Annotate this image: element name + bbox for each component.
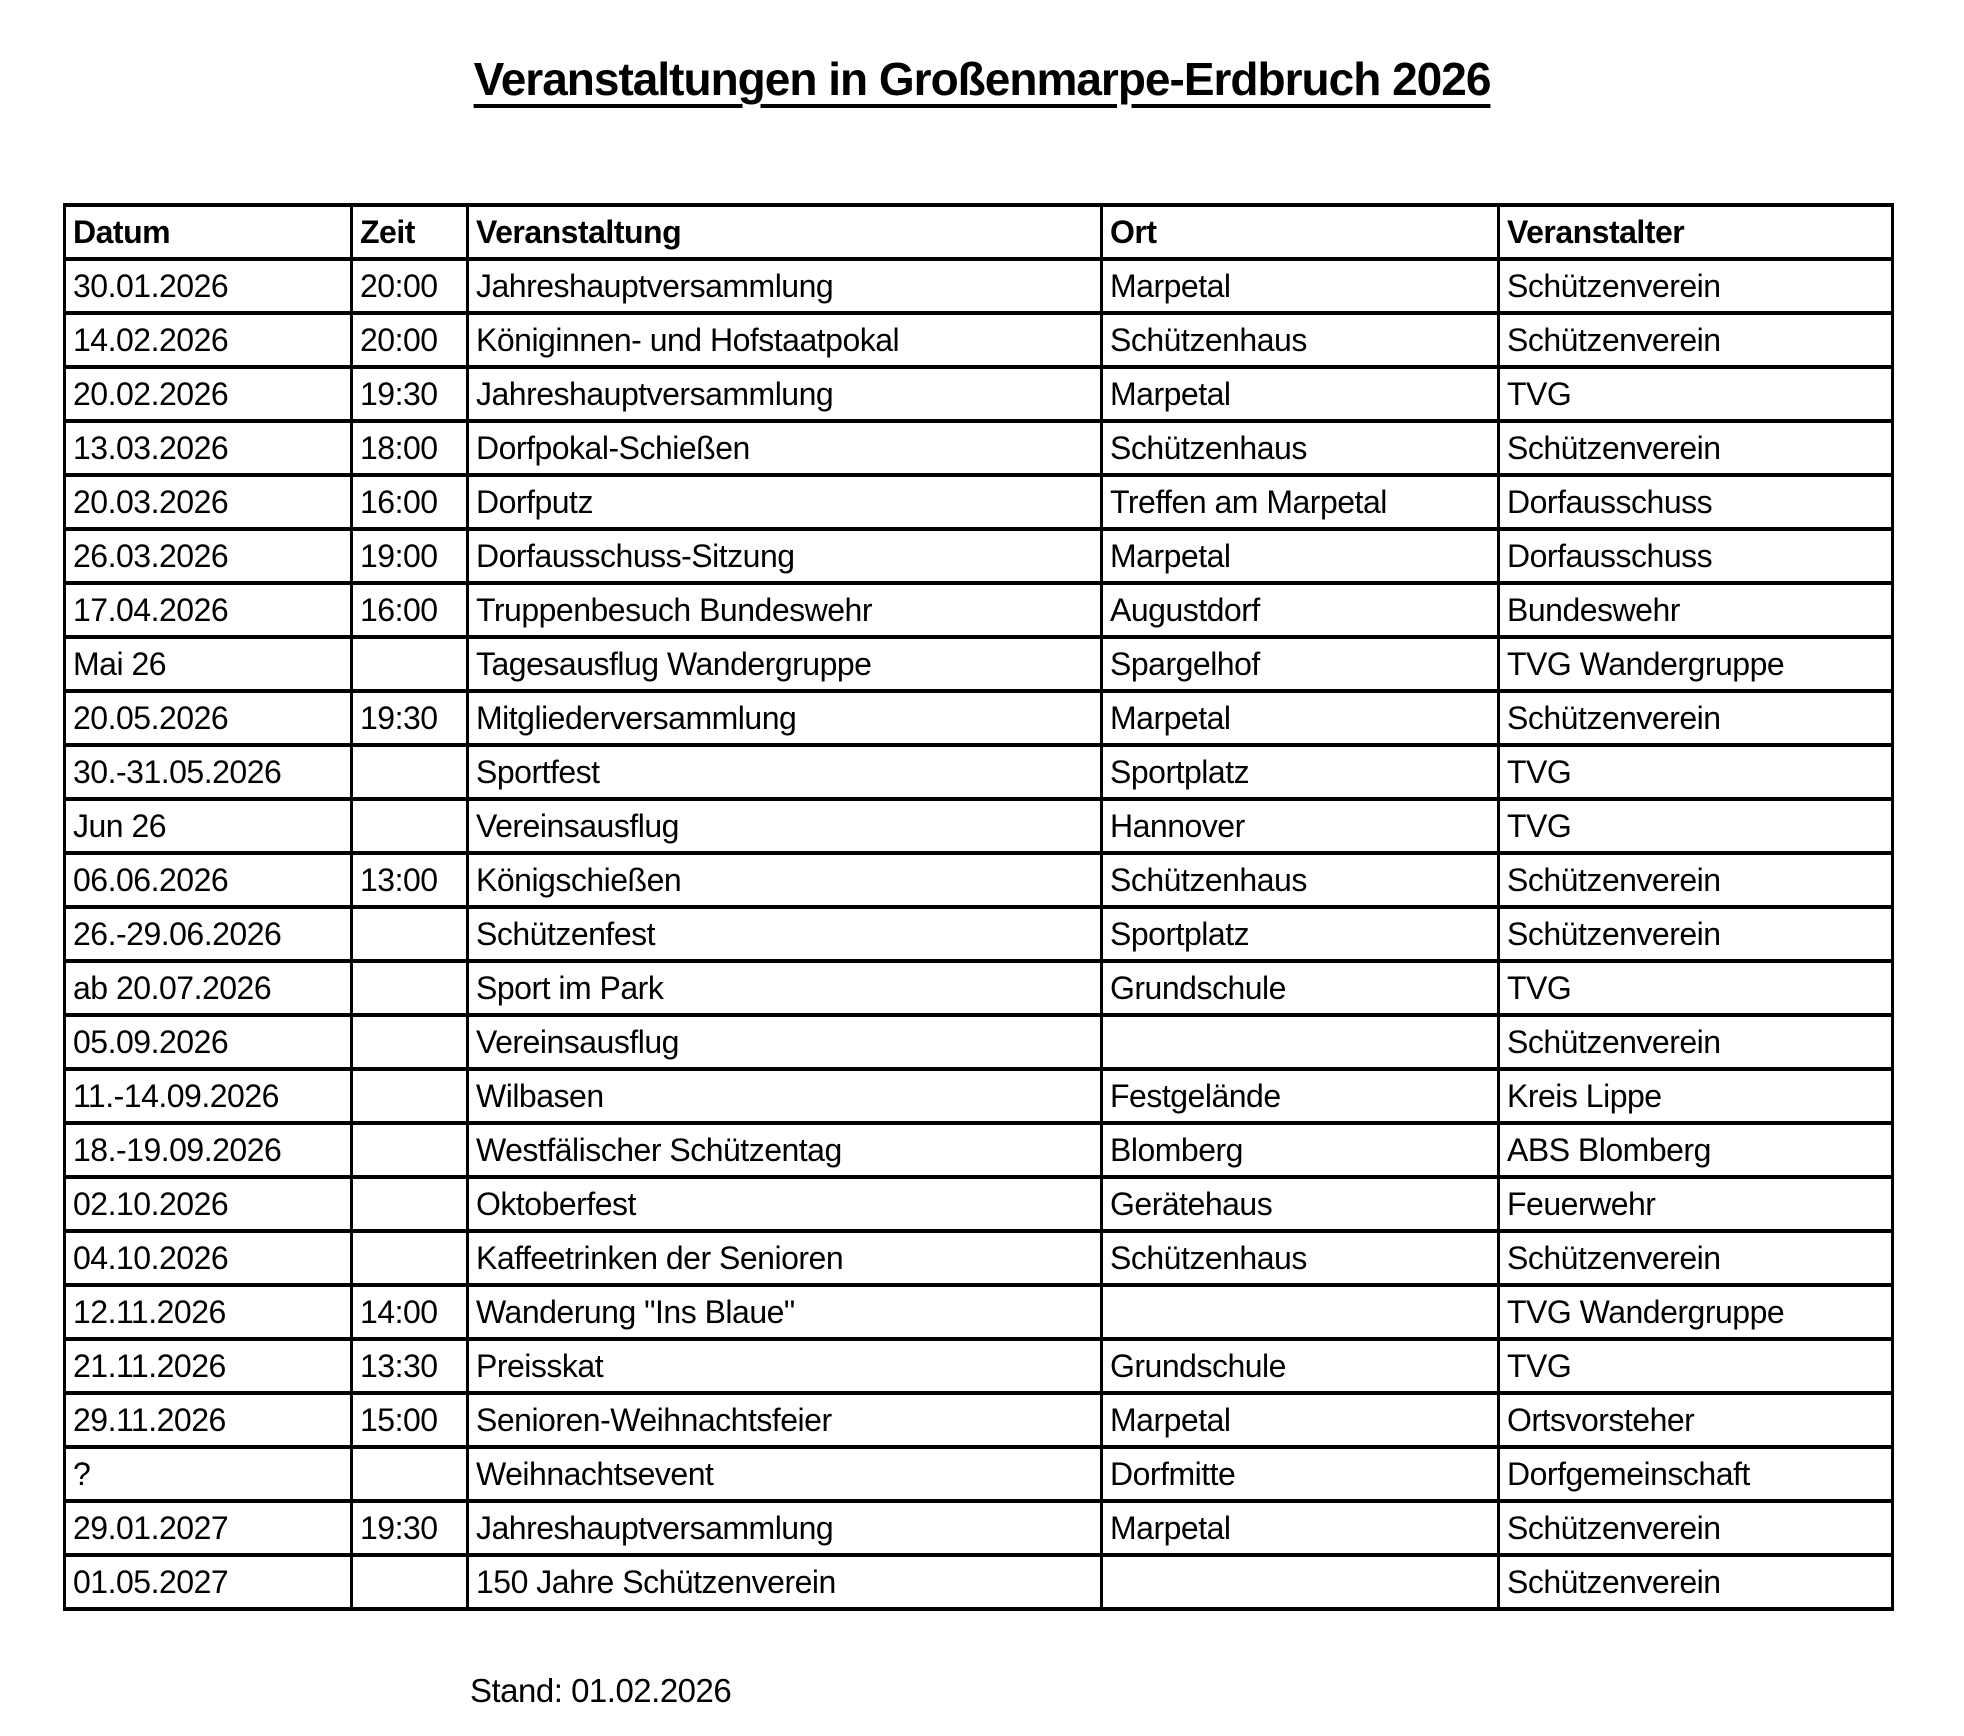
cell-veranstalter: TVG Wandergruppe — [1499, 1285, 1893, 1339]
cell-veranstalter: Schützenverein — [1499, 1015, 1893, 1069]
cell-veranstaltung: Sport im Park — [468, 961, 1102, 1015]
cell-veranstaltung: Kaffeetrinken der Senioren — [468, 1231, 1102, 1285]
cell-zeit: 15:00 — [352, 1393, 468, 1447]
cell-zeit: 20:00 — [352, 259, 468, 313]
cell-veranstaltung: Vereinsausflug — [468, 799, 1102, 853]
cell-datum: 11.-14.09.2026 — [65, 1069, 352, 1123]
cell-zeit: 18:00 — [352, 421, 468, 475]
cell-ort: Marpetal — [1102, 529, 1499, 583]
cell-veranstalter: Schützenverein — [1499, 1555, 1893, 1609]
cell-veranstalter: Dorfausschuss — [1499, 475, 1893, 529]
cell-ort: Spargelhof — [1102, 637, 1499, 691]
cell-datum: 05.09.2026 — [65, 1015, 352, 1069]
cell-ort: Hannover — [1102, 799, 1499, 853]
cell-zeit — [352, 1177, 468, 1231]
table-row — [65, 799, 1893, 853]
cell-veranstalter: Bundeswehr — [1499, 583, 1893, 637]
cell-veranstaltung: Wilbasen — [468, 1069, 1102, 1123]
table-row — [65, 1231, 1893, 1285]
cell-veranstalter: TVG — [1499, 961, 1893, 1015]
cell-veranstaltung: Sportfest — [468, 745, 1102, 799]
cell-veranstaltung: Tagesausflug Wandergruppe — [468, 637, 1102, 691]
table-row — [65, 1123, 1893, 1177]
cell-veranstalter: TVG Wandergruppe — [1499, 637, 1893, 691]
stand-date-note: Stand: 01.02.2026 — [470, 1672, 732, 1709]
cell-veranstaltung: Weihnachtsevent — [468, 1447, 1102, 1501]
cell-veranstaltung: 150 Jahre Schützenverein — [468, 1555, 1102, 1609]
cell-datum: 17.04.2026 — [65, 583, 352, 637]
cell-ort — [1102, 1015, 1499, 1069]
cell-datum: 29.11.2026 — [65, 1393, 352, 1447]
table-row — [65, 853, 1893, 907]
cell-zeit — [352, 1123, 468, 1177]
table-row — [65, 1177, 1893, 1231]
table-row — [65, 745, 1893, 799]
cell-datum: 20.02.2026 — [65, 367, 352, 421]
cell-ort: Festgelände — [1102, 1069, 1499, 1123]
cell-zeit: 14:00 — [352, 1285, 468, 1339]
column-header-ort: Ort — [1102, 205, 1499, 259]
table-row — [65, 583, 1893, 637]
table-row — [65, 1339, 1893, 1393]
cell-veranstaltung: Jahreshauptversammlung — [468, 259, 1102, 313]
cell-ort: Marpetal — [1102, 691, 1499, 745]
cell-veranstaltung: Jahreshauptversammlung — [468, 1501, 1102, 1555]
cell-veranstaltung: Königschießen — [468, 853, 1102, 907]
cell-datum: Jun 26 — [65, 799, 352, 853]
cell-zeit — [352, 1447, 468, 1501]
cell-veranstaltung: Senioren-Weihnachtsfeier — [468, 1393, 1102, 1447]
cell-datum: 02.10.2026 — [65, 1177, 352, 1231]
event-table — [63, 203, 1894, 1611]
cell-veranstaltung: Westfälischer Schützentag — [468, 1123, 1102, 1177]
cell-veranstaltung: Königinnen- und Hofstaatpokal — [468, 313, 1102, 367]
table-row — [65, 637, 1893, 691]
cell-veranstaltung: Schützenfest — [468, 907, 1102, 961]
column-header-datum: Datum — [65, 205, 352, 259]
cell-veranstalter: TVG — [1499, 799, 1893, 853]
cell-zeit: 20:00 — [352, 313, 468, 367]
cell-ort — [1102, 1285, 1499, 1339]
cell-zeit — [352, 637, 468, 691]
cell-datum: 06.06.2026 — [65, 853, 352, 907]
cell-veranstalter: Schützenverein — [1499, 421, 1893, 475]
cell-datum: Mai 26 — [65, 637, 352, 691]
cell-veranstalter: Dorfausschuss — [1499, 529, 1893, 583]
cell-veranstalter: Feuerwehr — [1499, 1177, 1893, 1231]
cell-veranstaltung: Wanderung "Ins Blaue" — [468, 1285, 1102, 1339]
cell-datum: 26.03.2026 — [65, 529, 352, 583]
cell-ort: Dorfmitte — [1102, 1447, 1499, 1501]
table-row — [65, 907, 1893, 961]
cell-zeit: 19:00 — [352, 529, 468, 583]
header-row — [65, 205, 1893, 259]
table-row — [65, 961, 1893, 1015]
event-table-body — [65, 259, 1893, 1609]
cell-zeit: 16:00 — [352, 583, 468, 637]
cell-zeit — [352, 799, 468, 853]
cell-veranstaltung: Mitgliederversammlung — [468, 691, 1102, 745]
cell-veranstalter: Kreis Lippe — [1499, 1069, 1893, 1123]
table-row — [65, 1447, 1893, 1501]
table-row — [65, 1285, 1893, 1339]
cell-datum: 13.03.2026 — [65, 421, 352, 475]
cell-datum: 30.-31.05.2026 — [65, 745, 352, 799]
cell-veranstaltung: Vereinsausflug — [468, 1015, 1102, 1069]
cell-veranstaltung: Truppenbesuch Bundeswehr — [468, 583, 1102, 637]
cell-datum: 04.10.2026 — [65, 1231, 352, 1285]
cell-ort: Gerätehaus — [1102, 1177, 1499, 1231]
cell-zeit: 13:00 — [352, 853, 468, 907]
cell-ort: Marpetal — [1102, 1501, 1499, 1555]
cell-veranstaltung: Preisskat — [468, 1339, 1102, 1393]
table-row — [65, 1555, 1893, 1609]
cell-datum: 30.01.2026 — [65, 259, 352, 313]
cell-veranstalter: TVG — [1499, 745, 1893, 799]
cell-ort: Blomberg — [1102, 1123, 1499, 1177]
cell-ort: Treffen am Marpetal — [1102, 475, 1499, 529]
cell-datum: 14.02.2026 — [65, 313, 352, 367]
table-row — [65, 1015, 1893, 1069]
cell-ort: Sportplatz — [1102, 745, 1499, 799]
cell-veranstalter: Schützenverein — [1499, 691, 1893, 745]
cell-datum: ab 20.07.2026 — [65, 961, 352, 1015]
cell-veranstalter: Dorfgemeinschaft — [1499, 1447, 1893, 1501]
cell-veranstalter: ABS Blomberg — [1499, 1123, 1893, 1177]
cell-zeit — [352, 1015, 468, 1069]
cell-veranstalter: Schützenverein — [1499, 1501, 1893, 1555]
cell-veranstalter: Schützenverein — [1499, 853, 1893, 907]
cell-datum: 29.01.2027 — [65, 1501, 352, 1555]
cell-veranstaltung: Dorfputz — [468, 475, 1102, 529]
cell-zeit: 19:30 — [352, 1501, 468, 1555]
cell-zeit: 19:30 — [352, 691, 468, 745]
cell-veranstaltung: Jahreshauptversammlung — [468, 367, 1102, 421]
cell-ort: Schützenhaus — [1102, 853, 1499, 907]
cell-ort: Marpetal — [1102, 367, 1499, 421]
event-table-header — [65, 205, 1893, 259]
table-row — [65, 313, 1893, 367]
column-header-veranstaltung: Veranstaltung — [468, 205, 1102, 259]
table-row — [65, 691, 1893, 745]
cell-zeit — [352, 907, 468, 961]
table-row — [65, 259, 1893, 313]
cell-zeit: 16:00 — [352, 475, 468, 529]
cell-ort: Sportplatz — [1102, 907, 1499, 961]
cell-datum: 01.05.2027 — [65, 1555, 352, 1609]
cell-ort: Schützenhaus — [1102, 421, 1499, 475]
cell-veranstalter: TVG — [1499, 1339, 1893, 1393]
cell-zeit — [352, 1231, 468, 1285]
cell-veranstaltung: Dorfausschuss-Sitzung — [468, 529, 1102, 583]
cell-veranstaltung: Oktoberfest — [468, 1177, 1102, 1231]
column-header-veranstalter: Veranstalter — [1499, 205, 1893, 259]
cell-veranstaltung: Dorfpokal-Schießen — [468, 421, 1102, 475]
table-row — [65, 475, 1893, 529]
cell-ort: Grundschule — [1102, 961, 1499, 1015]
cell-zeit: 13:30 — [352, 1339, 468, 1393]
cell-veranstalter: Ortsvorsteher — [1499, 1393, 1893, 1447]
table-row — [65, 1069, 1893, 1123]
cell-ort: Marpetal — [1102, 1393, 1499, 1447]
table-row — [65, 367, 1893, 421]
cell-ort: Grundschule — [1102, 1339, 1499, 1393]
cell-ort — [1102, 1555, 1499, 1609]
cell-zeit — [352, 745, 468, 799]
table-row — [65, 421, 1893, 475]
cell-zeit: 19:30 — [352, 367, 468, 421]
cell-ort: Schützenhaus — [1102, 1231, 1499, 1285]
column-header-zeit: Zeit — [352, 205, 468, 259]
table-row — [65, 1501, 1893, 1555]
cell-datum: 20.05.2026 — [65, 691, 352, 745]
cell-veranstalter: Schützenverein — [1499, 1231, 1893, 1285]
cell-ort: Schützenhaus — [1102, 313, 1499, 367]
table-row — [65, 1393, 1893, 1447]
cell-zeit — [352, 961, 468, 1015]
page-title: Veranstaltungen in Großenmarpe-Erdbruch 2026 — [473, 53, 1491, 105]
cell-datum: ? — [65, 1447, 352, 1501]
cell-veranstalter: Schützenverein — [1499, 907, 1893, 961]
cell-veranstalter: Schützenverein — [1499, 313, 1893, 367]
cell-datum: 20.03.2026 — [65, 475, 352, 529]
cell-veranstalter: Schützenverein — [1499, 259, 1893, 313]
cell-zeit — [352, 1069, 468, 1123]
cell-veranstalter: TVG — [1499, 367, 1893, 421]
cell-datum: 18.-19.09.2026 — [65, 1123, 352, 1177]
cell-datum: 12.11.2026 — [65, 1285, 352, 1339]
cell-ort: Marpetal — [1102, 259, 1499, 313]
cell-datum: 26.-29.06.2026 — [65, 907, 352, 961]
cell-datum: 21.11.2026 — [65, 1339, 352, 1393]
cell-zeit — [352, 1555, 468, 1609]
cell-ort: Augustdorf — [1102, 583, 1499, 637]
table-row — [65, 529, 1893, 583]
